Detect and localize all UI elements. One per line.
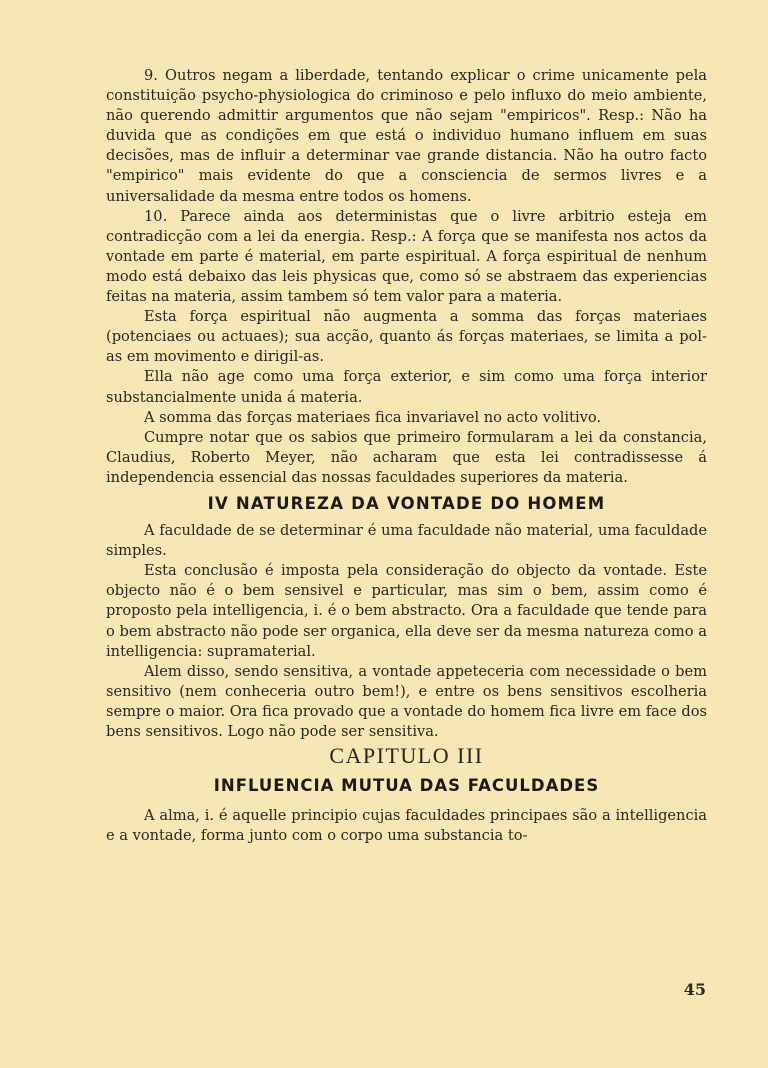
section-heading: IV NATUREZA DA VONTADE DO HOMEM <box>207 493 606 513</box>
paragraph-10: 10. Parece ainda aos deterministas que o livre arbitrio esteja em contradicção com a lei da energia. Resp.: A força que se manifesta nos actos da vontade em parte é material, em parte espiritual. A força espiritual de nenhum modo está debaixo das leis physicas que, como só se abstraem das experiencias feitas na materia, assim tambem só tem valor para a materia. <box>106 207 707 306</box>
paragraph: A somma das forças materiaes fica invariavel no acto volitivo. <box>144 408 602 426</box>
paragraph: A alma, i. é aquelle principio cujas faculdades principaes são a intelligencia e a vontade, forma junto com o corpo uma substancia to- <box>106 807 707 845</box>
paragraph: A faculdade de se determinar é uma faculdade não material, uma faculdade simples. <box>106 522 707 560</box>
paragraph: Ella não age como uma força exterior, e sim como uma força interior substancialmente unida á materia. <box>106 368 707 406</box>
paragraph-9: 9. Outros negam a liberdade, tentando explicar o crime unicamente pela constituição psycho-physiologica do criminoso e pelo influxo do meio ambiente, não querendo admittir argumentos que não sejam "empiricos". Resp.: Não ha duvida que as condições em que está o individuo humano influem em suas decisões, mas de influir a determinar vae grande distancia. Não ha outro facto "empirico" mais evidente do que a consciencia de sermos livres e a universalidade da mesma entre todos os homens. <box>106 67 707 205</box>
paragraph: Alem disso, sendo sensitiva, a vontade appeteceria com necessidade o bem sensitivo (nem conheceria outro bem!), e entre os bens sensitivos escolheria sempre o maior. Ora fica provado que a vontade do homem fica livre em face dos bens sensitivos. Logo não pode ser sensitiva. <box>106 662 707 740</box>
paragraph: Esta força espiritual não augmenta a somma das forças materiaes (potenciaes ou actuaes); sua acção, quanto ás forças materiaes, se limita a pol-as em movimento e dirigil-as. <box>106 308 707 366</box>
chapter-subheading: INFLUENCIA MUTUA DAS FACULDADES <box>213 776 600 796</box>
page-number: 45 <box>683 980 706 999</box>
paragraph: Esta conclusão é imposta pela consideração do objecto da vontade. Este objecto não é o bem sensivel e particular, mas sim o bem, assim como é proposto pela intelligencia, i. é o bem abstracto. Ora a faculdade que tende para o bem abstracto não pode ser organica, ella deve ser da mesma natureza como a intelligencia: supramaterial. <box>106 562 707 660</box>
paragraph: Cumpre notar que os sabios que primeiro formularam a lei da constancia, Claudius, Roberto Meyer, não acharam que esta lei contradissesse á independencia essencial das nossas faculdades superiores da materia. <box>106 428 707 486</box>
page-text <box>106 66 707 846</box>
chapter-title: CAPITULO III <box>329 743 484 769</box>
